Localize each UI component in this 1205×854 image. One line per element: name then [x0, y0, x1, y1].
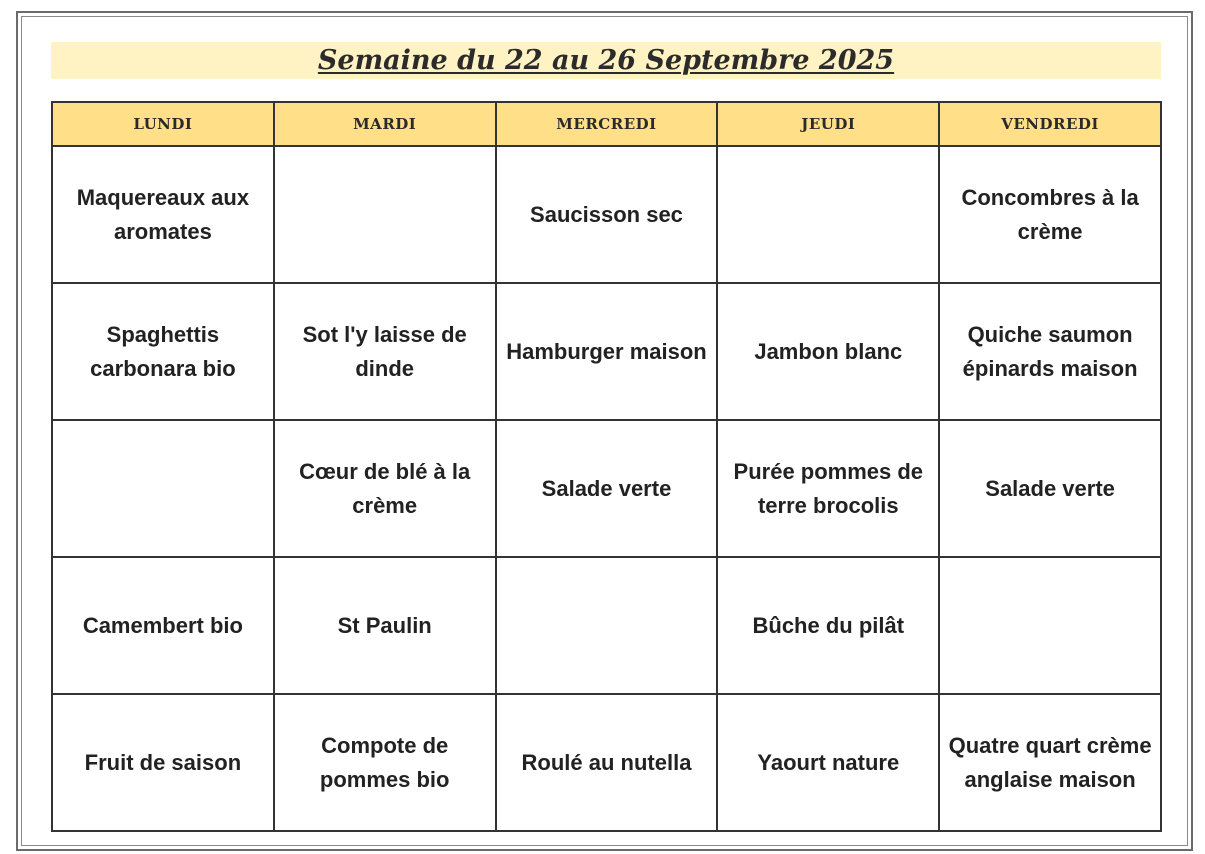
table-row	[52, 420, 1161, 557]
menu-cell: Purée pommes de terre brocolis	[717, 420, 939, 557]
menu-cell: Bûche du pilât	[717, 557, 939, 694]
table-row	[52, 283, 1161, 420]
menu-cell: Sot l'y laisse de dinde	[274, 283, 496, 420]
table-row	[52, 694, 1161, 831]
day-header-vendredi: VENDREDI	[939, 102, 1161, 146]
table-row	[52, 146, 1161, 283]
day-header-mercredi: MERCREDI	[496, 102, 718, 146]
menu-cell	[717, 146, 939, 283]
menu-cell	[274, 146, 496, 283]
header-row	[52, 102, 1161, 146]
menu-table	[51, 101, 1162, 832]
menu-cell: Spaghettis carbonara bio	[52, 283, 274, 420]
menu-cell: Camembert bio	[52, 557, 274, 694]
table-row	[52, 557, 1161, 694]
menu-cell	[52, 420, 274, 557]
menu-cell	[496, 557, 718, 694]
menu-cell: Compote de pommes bio	[274, 694, 496, 831]
menu-cell: Salade verte	[496, 420, 718, 557]
menu-cell: Maquereaux aux aromates	[52, 146, 274, 283]
menu-cell	[939, 557, 1161, 694]
menu-cell: Saucisson sec	[496, 146, 718, 283]
day-header-lundi: LUNDI	[52, 102, 274, 146]
menu-cell: Quatre quart crème anglaise maison	[939, 694, 1161, 831]
page-title: Semaine du 22 au 26 Septembre 2025	[317, 45, 895, 76]
title-band	[51, 42, 1161, 79]
day-header-mardi: MARDI	[274, 102, 496, 146]
menu-cell: Fruit de saison	[52, 694, 274, 831]
day-header-jeudi: JEUDI	[717, 102, 939, 146]
menu-cell: Cœur de blé à la crème	[274, 420, 496, 557]
menu-cell: Yaourt nature	[717, 694, 939, 831]
menu-cell: Jambon blanc	[717, 283, 939, 420]
menu-cell: Hamburger maison	[496, 283, 718, 420]
menu-cell: Roulé au nutella	[496, 694, 718, 831]
menu-cell: St Paulin	[274, 557, 496, 694]
menu-cell: Salade verte	[939, 420, 1161, 557]
menu-cell: Quiche saumon épinards maison	[939, 283, 1161, 420]
menu-cell: Concombres à la crème	[939, 146, 1161, 283]
